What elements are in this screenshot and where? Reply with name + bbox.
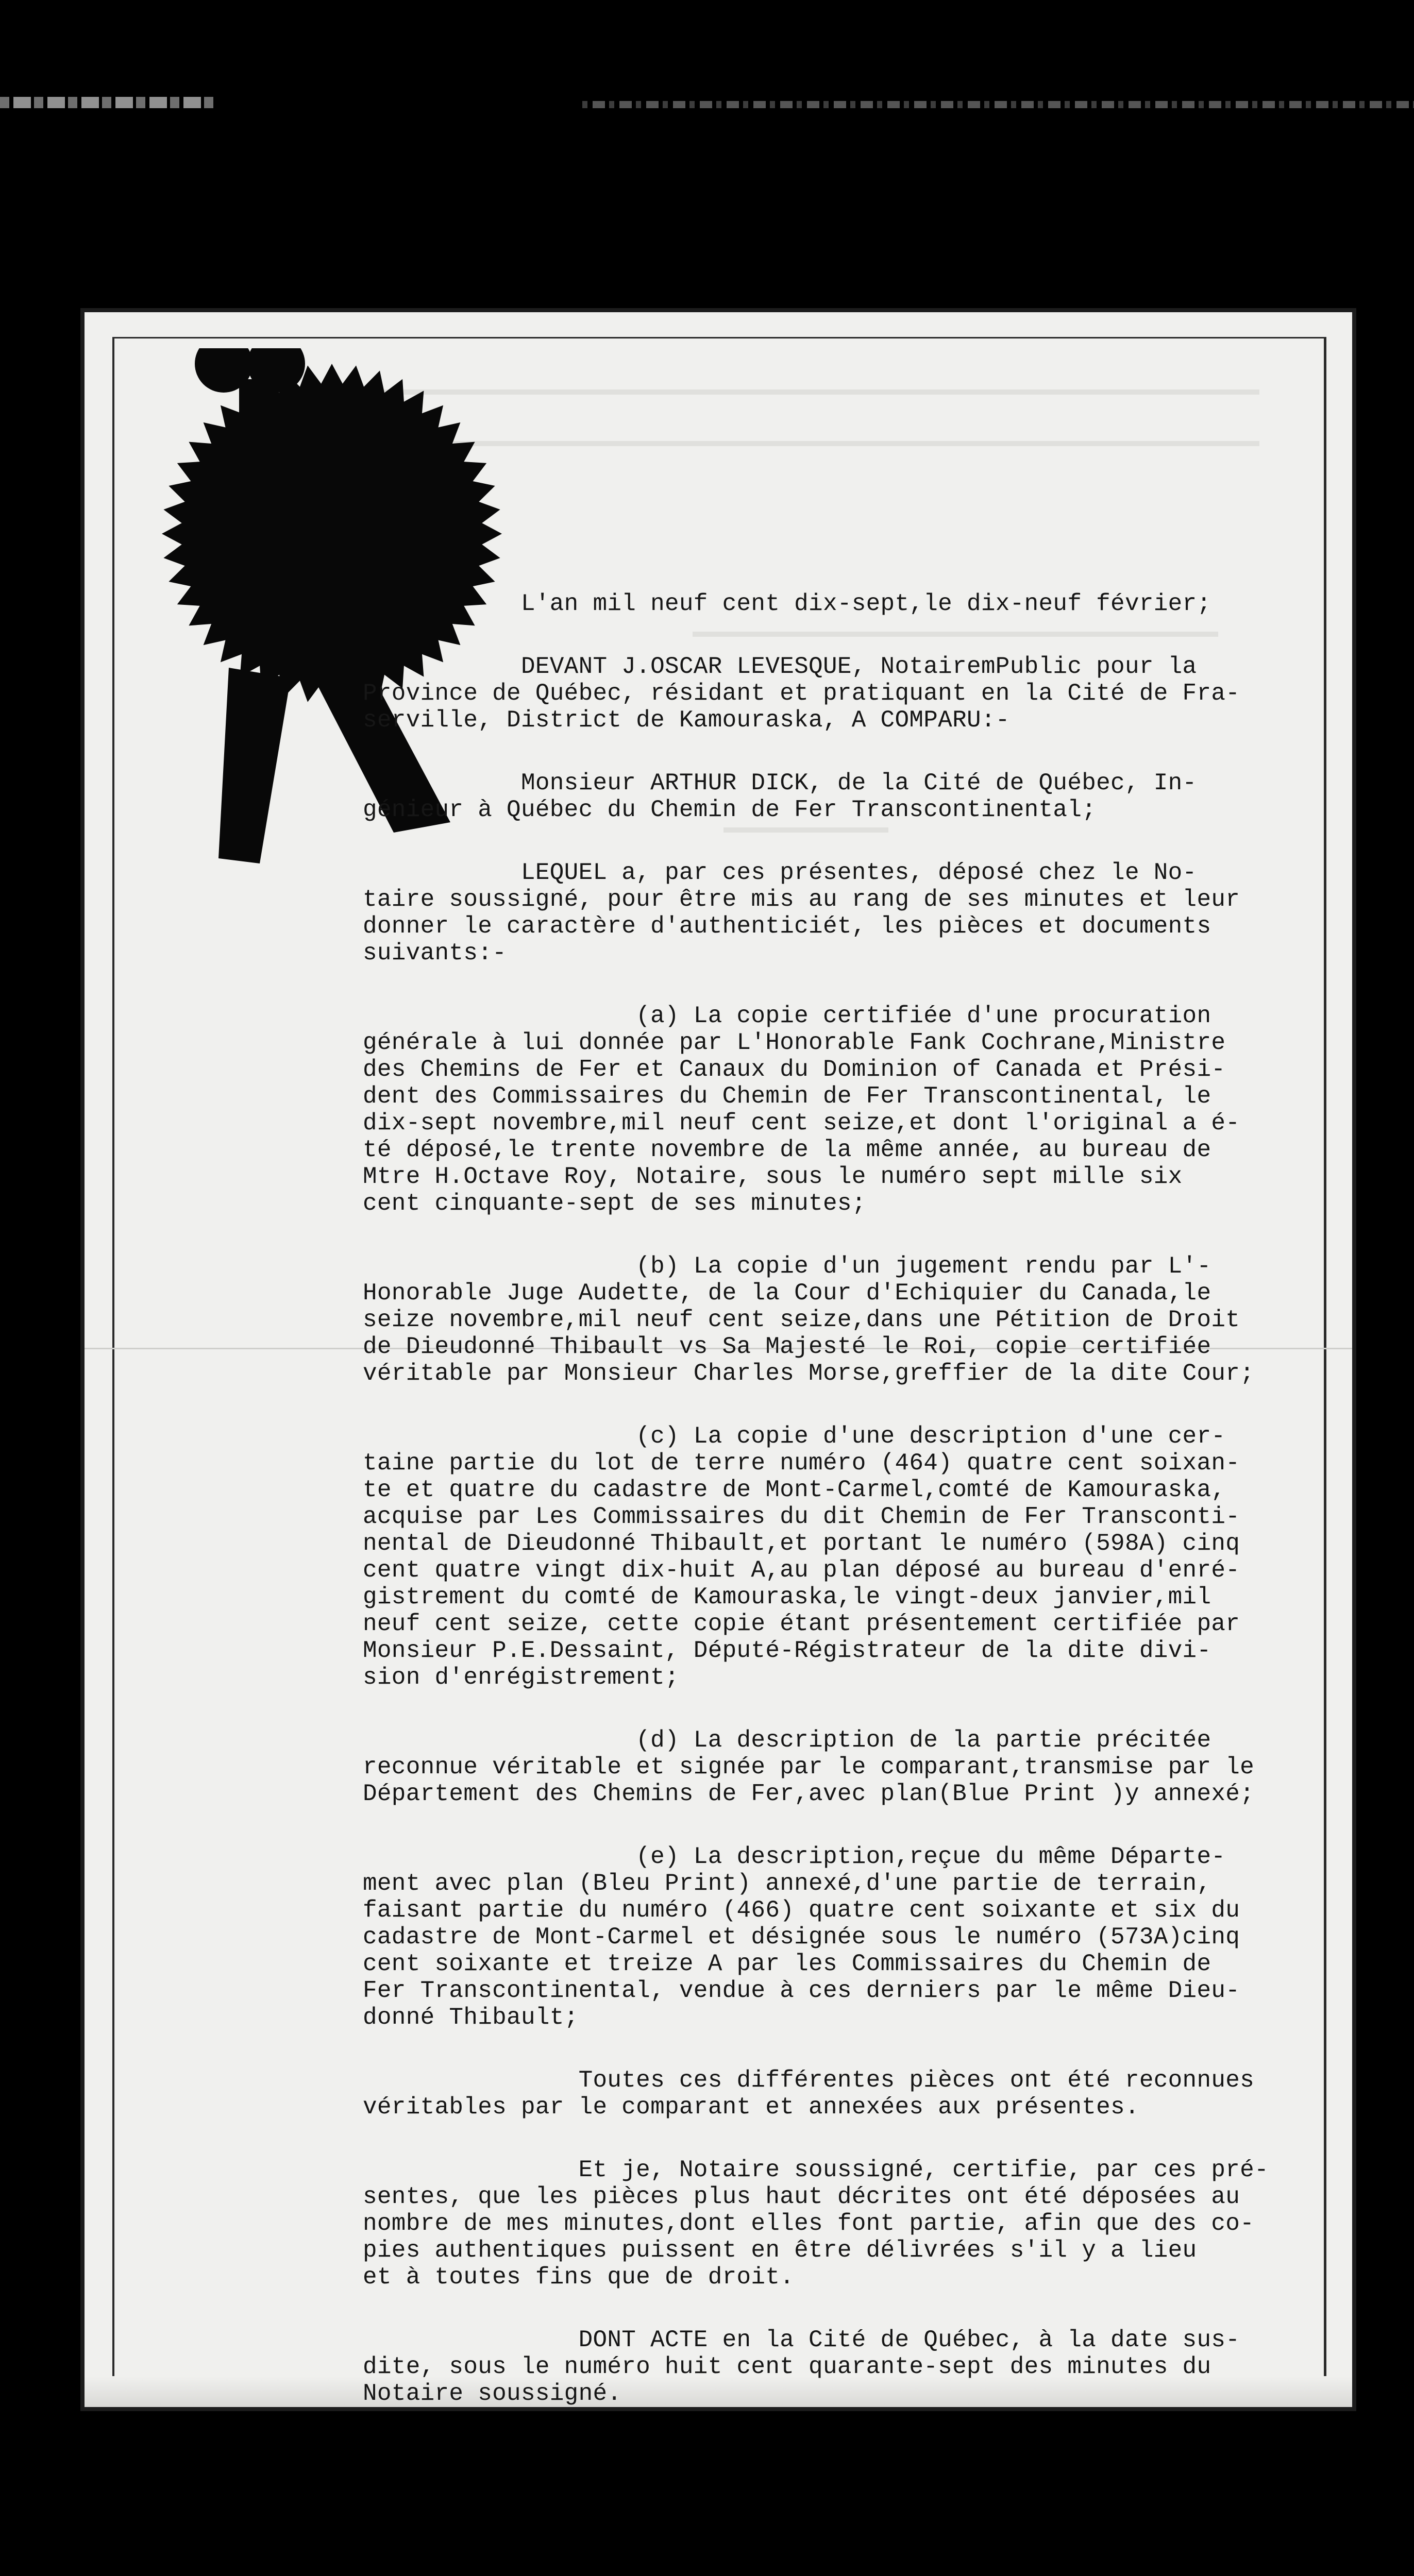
deed-line: Fer Transcontinental, vendue à ces derniers par le même Dieu- <box>363 1977 1240 2004</box>
deed-line: faisant partie du numéro (466) quatre cent soixante et six du <box>363 1897 1240 1924</box>
paragraph-gap <box>363 2291 1383 2327</box>
deed-line: gistrement du comté de Kamouraska,le vingt-deux janvier,mil <box>363 1584 1211 1611</box>
deed-line: dent des Commissaires du Chemin de Fer Transcontinental, le <box>363 1083 1211 1110</box>
deed-line: (d) La description de la partie précitée <box>363 1727 1211 1754</box>
deed-line: L'an mil neuf cent dix-sept,le dix-neuf février; <box>363 590 1211 617</box>
deed-line: dite, sous le numéro huit cent quarante-sept des minutes du <box>363 2353 1211 2380</box>
deed-line: Monsieur P.E.Dessaint, Député-Régistrateur de la dite divi- <box>363 1637 1211 1664</box>
deed-line: véritables par le comparant et annexées aux présentes. <box>363 2094 1139 2121</box>
deed-line: LEQUEL a, par ces présentes, déposé chez le No- <box>363 859 1197 886</box>
deed-line: te et quatre du cadastre de Mont-Carmel,comté de Kamouraska, <box>363 1477 1226 1503</box>
paragraph-gap <box>363 617 1383 653</box>
deed-line: reconnue véritable et signée par le comparant,transmise par le <box>363 1754 1255 1781</box>
deed-line: donné Thibault; <box>363 2004 579 2031</box>
deed-line: té déposé,le trente novembre de la même année, au bureau de <box>363 1137 1211 1163</box>
deed-line: Département des Chemins de Fer,avec plan(Blue Print )y annexé; <box>363 1781 1255 1807</box>
paragraph-gap <box>363 1217 1383 1253</box>
paragraph-gap <box>363 823 1383 859</box>
deed-line: Mtre H.Octave Roy, Notaire, sous le numéro sept mille six <box>363 1163 1183 1190</box>
deed-line: (e) La description,reçue du même Départe- <box>363 1843 1226 1870</box>
deed-line: cent quatre vingt dix-huit A,au plan déposé au bureau d'enré- <box>363 1557 1240 1584</box>
deed-line: cent cinquante-sept de ses minutes; <box>363 1190 866 1217</box>
deed-line: ment avec plan (Bleu Print) annexé,d'une partie de terrain, <box>363 1870 1211 1897</box>
deed-line: sentes, que les pièces plus haut décrites ont été déposées au <box>363 2183 1240 2210</box>
scan-edge-artifact <box>582 101 1414 108</box>
deed-line: Province de Québec, résidant et pratiquant en la Cité de Fra- <box>363 680 1240 707</box>
deed-line: véritable par Monsieur Charles Morse,greffier de la dite Cour; <box>363 1360 1255 1387</box>
deed-line: (b) La copie d'un jugement rendu par L'- <box>363 1253 1211 1280</box>
deed-line: suivants:- <box>363 940 507 967</box>
deed-line: cadastre de Mont-Carmel et désignée sous le numéro (573A)cinq <box>363 1924 1240 1951</box>
deed-line: nombre de mes minutes,dont elles font partie, afin que des co- <box>363 2210 1255 2237</box>
deed-line: Monsieur ARTHUR DICK, de la Cité de Québec, In- <box>363 770 1197 796</box>
deed-line: (c) La copie d'une description d'une cer- <box>363 1423 1226 1450</box>
deed-line: neuf cent seize, cette copie étant présentement certifiée par <box>363 1611 1240 1637</box>
deed-line: Et je, Notaire soussigné, certifie, par ces pré- <box>363 2157 1269 2183</box>
deed-line: et à toutes fins que de droit. <box>363 2264 795 2291</box>
deed-line: DONT ACTE en la Cité de Québec, à la date sus- <box>363 2327 1240 2353</box>
deed-line: donner le caractère d'authenticiét, les pièces et documents <box>363 913 1211 940</box>
deed-line: Notaire soussigné. <box>363 2380 622 2407</box>
paragraph-gap <box>363 1691 1383 1727</box>
deed-line: seize novembre,mil neuf cent seize,dans une Pétition de Droit <box>363 1307 1240 1333</box>
deed-line: génieur à Québec du Chemin de Fer Transcontinental; <box>363 796 1097 823</box>
deed-line: Toutes ces différentes pièces ont été reconnues <box>363 2067 1255 2094</box>
scan-edge-artifact <box>0 97 216 108</box>
paragraph-gap <box>363 967 1383 1003</box>
deed-line: serville, District de Kamouraska, A COMPARU:- <box>363 707 1010 734</box>
deed-line: acquise par Les Commissaires du dit Chemin de Fer Transconti- <box>363 1503 1240 1530</box>
deed-line: (a) La copie certifiée d'une procuration <box>363 1003 1211 1029</box>
deed-line: taire soussigné, pour être mis au rang de ses minutes et leur <box>363 886 1240 913</box>
deed-text <box>363 590 1383 2407</box>
deed-line: DEVANT J.OSCAR LEVESQUE, NotairemPublic pour la <box>363 653 1197 680</box>
paragraph-gap <box>363 734 1383 770</box>
deed-line: pies authentiques puissent en être délivrées s'il y a lieu <box>363 2237 1197 2264</box>
deed-line: dix-sept novembre,mil neuf cent seize,et dont l'original a é- <box>363 1110 1240 1137</box>
deed-line: des Chemins de Fer et Canaux du Dominion of Canada et Prési- <box>363 1056 1226 1083</box>
paragraph-gap <box>363 1387 1383 1423</box>
deed-line: de Dieudonné Thibault vs Sa Majesté le Roi, copie certifiée <box>363 1333 1211 1360</box>
document-page <box>85 312 1352 2407</box>
deed-line: taine partie du lot de terre numéro (464) quatre cent soixan- <box>363 1450 1240 1477</box>
deed-line: nental de Dieudonné Thibault,et portant le numéro (598A) cinq <box>363 1530 1240 1557</box>
deed-line: Honorable Juge Audette, de la Cour d'Echiquier du Canada,le <box>363 1280 1211 1307</box>
deed-line: sion d'enrégistrement; <box>363 1664 679 1691</box>
paragraph-gap <box>363 1807 1383 1843</box>
deed-line: cent soixante et treize A par les Commissaires du Chemin de <box>363 1951 1211 1977</box>
paragraph-gap <box>363 2031 1383 2067</box>
paragraph-gap <box>363 2121 1383 2157</box>
deed-line: générale à lui donnée par L'Honorable Fank Cochrane,Ministre <box>363 1029 1226 1056</box>
